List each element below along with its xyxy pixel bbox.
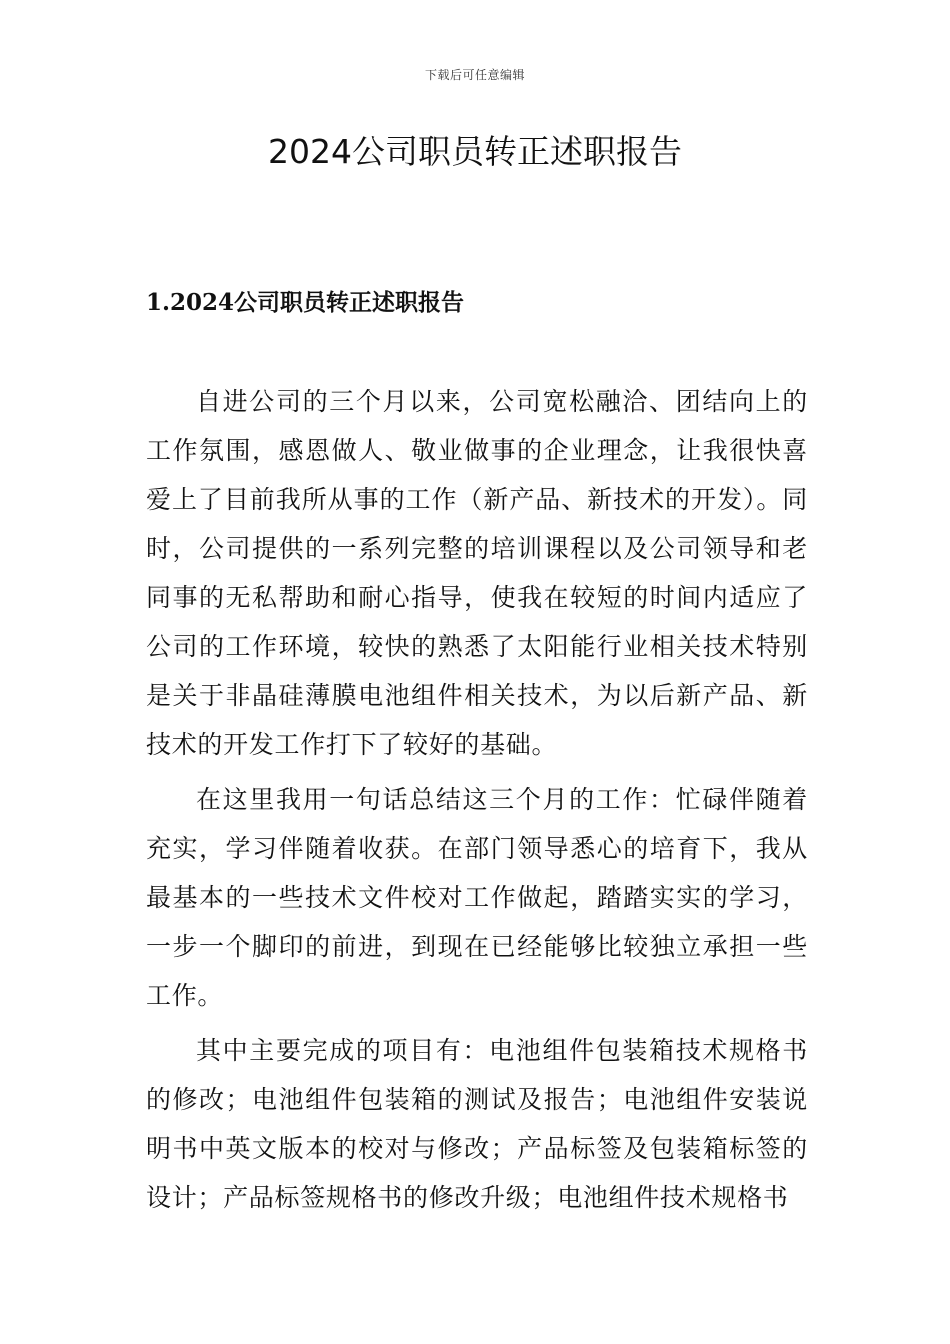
paragraph-2: 在这里我用一句话总结这三个月的工作：忙碌伴随着充实，学习伴随着收获。在部门领导悉心的培育下，我从最基本的一些技术文件校对工作做起，踏踏实实的学习，一步一个脚印的前进，到现在已经能够比较独立承担一些工作。 [146, 785, 808, 1010]
document-title: 2024公司职员转正述职报告 [268, 132, 682, 171]
header-note: 下载后可任意编辑 [424, 68, 525, 82]
paragraph-3: 其中主要完成的项目有：电池组件包装箱技术规格书的修改；电池组件包装箱的测试及报告；电池组件安装说明书中英文版本的校对与修改；产品标签及包装箱标签的设计；产品标签规格书的修改升级；电池组件技术规格书 [146, 1036, 808, 1212]
body-text [146, 377, 808, 1228]
section-heading: 1.2024公司职员转正述职报告 [146, 289, 465, 316]
paragraph-1: 自进公司的三个月以来，公司宽松融洽、团结向上的工作氛围，感恩做人、敬业做事的企业理念，让我很快喜爱上了目前我所从事的工作（新产品、新技术的开发）。同时，公司提供的一系列完整的培训课程以及公司领导和老同事的无私帮助和耐心指导，使我在较短的时间内适应了公司的工作环境，较快的熟悉了太阳能行业相关技术特别是关于非晶硅薄膜电池组件相关技术，为以后新产品、新技术的开发工作打下了较好的基础。 [146, 387, 808, 759]
